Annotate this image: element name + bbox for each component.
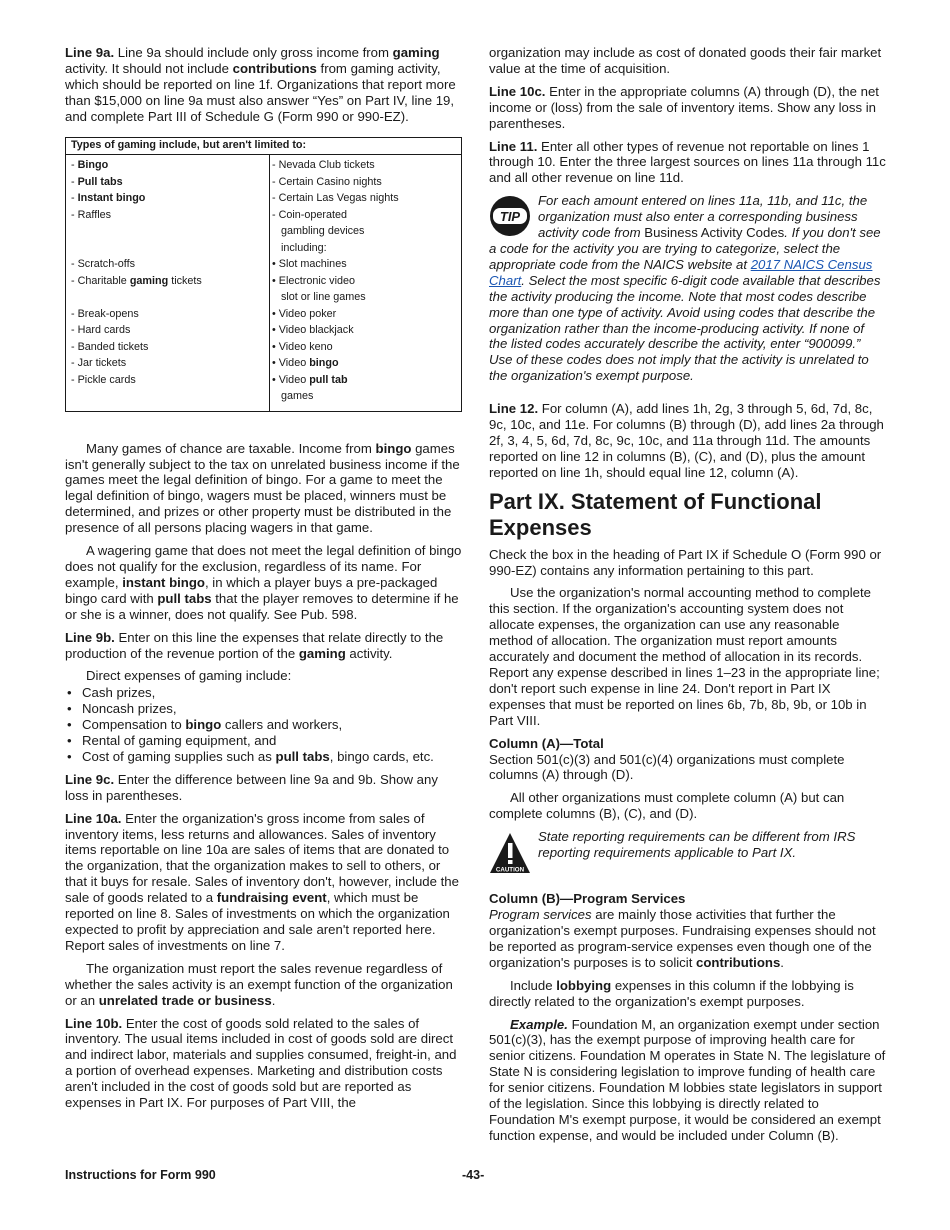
gaming-table-item: - Nevada Club tickets xyxy=(272,159,375,172)
tip-icon xyxy=(489,195,531,237)
gaming-table-col2 xyxy=(270,155,461,411)
gaming-table-col1 xyxy=(66,155,270,411)
gaming-table-item: • Slot machines xyxy=(272,258,347,271)
line-10a-paragraph: Line 10a. Enter the organization's gross income from sales of inventory items, less returns and allowances. Sales of inventory items reportable on line 10a are sales of items that are donated to the organization, that the organization makes to sell to others, or that it buys for resale. Sales of inventory don't, however, include the sale of goods related to a fundraising event, which must be reported on line 8. Sales of investments on which the organization expected to profit by appreciation and sale aren't reported here. Report sales of investments on line 7. xyxy=(65,810,459,953)
gaming-table-item: games xyxy=(281,390,314,403)
gaming-types-table xyxy=(65,137,462,412)
caution-text: State reporting requirements can be different from IRS reporting requirements applicable to Part IX. xyxy=(538,829,856,861)
footer-title: Instructions for Form 990 xyxy=(65,1168,216,1182)
continuation-paragraph: organization may include as cost of donated goods their fair market value at the time of acquisition. xyxy=(489,45,882,76)
page-number: -43- xyxy=(462,1168,485,1182)
list-item: • Cost of gaming supplies such as pull tabs, bingo cards, etc. xyxy=(65,749,462,765)
gaming-table-item: - Hard cards xyxy=(71,324,131,337)
caution-note xyxy=(489,829,886,874)
line-11-paragraph: Line 11. Enter all other types of revenue not reportable on lines 1 through 10. Enter the three largest sources on lines 11a through 11c and all other revenue on line 11d. xyxy=(489,138,886,186)
gaming-table-item: - Bingo xyxy=(71,159,109,172)
example-paragraph: Example. Foundation M, an organization exempt under section 501(c)(3), has the exempt purpose of improving health care for senior citizens. Foundation M operates in State N. The legislature of State N is considering legislation to improve funding of health care for senior citizens. Foundation M lobbies state legislators in support of the legislation. Since this lobbying is directly related to Foundation M's exempt purpose, it would be considered an exempt function expense, and would be included under Column (B). xyxy=(489,1016,886,1143)
wagering-game-paragraph: A wagering game that does not meet the legal definition of bingo does not qualify for the exclusion, regardless of its name. For example, instant bingo, in which a player buys a pre-packaged bingo card with pull tabs that the player removes to determine if he or she is a winner, does not qualify. See Pub. 598. xyxy=(65,543,462,622)
column-b-paragraph: Program services are mainly those activities that further the organization's exempt purposes. Fundraising expenses should not be reported as program-service expenses even though one of the organization's purposes is to solicit contributions. xyxy=(489,907,876,970)
gaming-table-item xyxy=(71,225,269,242)
line-9c-paragraph: Line 9c. Enter the difference between line 9a and 9b. Show any loss in parentheses. xyxy=(65,771,438,803)
column-b-heading: Column (B)—Program Services xyxy=(489,891,686,907)
gaming-table-item: - Raffles xyxy=(71,208,112,221)
gaming-table-item: - Instant bingo xyxy=(71,192,146,205)
gaming-table-item: - Certain Casino nights xyxy=(272,175,382,188)
check-box-paragraph: Check the box in the heading of Part IX if Schedule O (Form 990 or 990-EZ) contains any information pertaining to this part. xyxy=(489,546,882,578)
left-column xyxy=(65,45,462,1118)
gaming-table-item: • Video pull tab xyxy=(272,373,348,386)
gaming-table-item: • Video poker xyxy=(272,307,337,320)
accounting-method-paragraph: Use the organization's normal accounting method to complete this section. If the organization's accounting system does not allocate expenses, the organization can use any reasonable method of allocation. The organization must report amounts accurately and document the method of allocation in its records. Report any expense described in lines 1–23 in the appropriate line; don't report such expense in line 24. Don't report in Part IX expenses that must be reported on lines 6b, 7b, 8b, 9b, or 10b in Part VIII. xyxy=(489,585,880,728)
gaming-table-item: - Scratch-offs xyxy=(71,258,136,271)
line-9a-paragraph: Line 9a. Line 9a should include only gross income from gaming activity. It should not include contributions from gaming activity, which should be reported on line 1f. Organizations that report more than $15,000 on line 9a must also answer “Yes” on Part IV, line 19, and complete Part III of Schedule G (Form 990 or 990-EZ). xyxy=(65,45,456,124)
gaming-table-item xyxy=(71,242,269,259)
gaming-table-item: including: xyxy=(281,241,327,254)
gaming-table-item: • Video keno xyxy=(272,340,333,353)
tip-note: TIP For each amount entered on lines 11a, 11b, and 11c, the organization must also enter a corresponding business activity code from Business Activity Codes. If you don't see a code for the activity you are trying to categorize, select the appropriate code from the NAICS website at 2017 NAICS Census Chart. Select the most specific 6-digit code available that describes the activity producing the income. Note that most codes describe more than one type of activity. Avoid using codes that describe the organization rather than the income-producing activity. If none of the listed codes accurately describe the activity, enter “900099.” Use of these codes does not imply that the activity is unrelated to the organization's exempt purpose. xyxy=(489,193,881,384)
gaming-table-item: - Jar tickets xyxy=(71,357,127,370)
column-a-heading: Column (A)—Total xyxy=(489,735,604,751)
gaming-table-header: Types of gaming include, but aren't limited to: xyxy=(66,138,461,156)
gaming-table-item: • Video bingo xyxy=(272,357,339,370)
list-item: • Cash prizes, xyxy=(65,685,462,701)
gaming-table-item: - Pickle cards xyxy=(71,373,136,386)
line-9b-paragraph: Line 9b. Enter on this line the expenses that relate directly to the production of the revenue portion of the gaming activity. xyxy=(65,629,444,661)
tip-label: TIP xyxy=(499,209,521,225)
gaming-table-item: slot or line games xyxy=(281,291,366,304)
line-10b-paragraph: Line 10b. Enter the cost of goods sold related to the sales of inventory. The usual items included in cost of goods sold are direct and indirect labor, materials and supplies consumed, freight-in, and a portion of overhead expenses. Marketing and distribution costs aren't included in the cost of goods sold but are reported as expenses in Part IX. For purposes of Part VIII, the xyxy=(65,1015,457,1111)
column-a-text-1: Section 501(c)(3) and 501(c)(4) organizations must complete columns (A) through (D). xyxy=(489,751,845,783)
gaming-table-item: - Certain Las Vegas nights xyxy=(272,192,399,205)
line-10c-paragraph: Line 10c. Enter in the appropriate columns (A) through (D), the net income or (loss) from the sale of inventory items. Show any loss in parentheses. xyxy=(489,83,879,131)
caution-icon xyxy=(489,832,531,874)
line-12-paragraph: Line 12. For column (A), add lines 1h, 2g, 3 through 5, 6d, 7d, 8c, 9c, 10c, and 11e. For columns (B) through (D), add lines 2a through 2f, 3, 4, 5, 6d, 7d, 8c, 9c, 10c, and 11a through 11d. The amounts reported on line 12 in columns (B), (C), and (D), plus the amount reported on line 1h, should equal line 12, column (A). xyxy=(489,401,884,480)
part-ix-heading: Part IX. Statement of Functional Expenses xyxy=(489,488,822,540)
gaming-table-item: - Break-opens xyxy=(71,307,139,320)
gaming-table-item xyxy=(71,291,269,308)
list-item: • Noncash prizes, xyxy=(65,701,462,717)
naics-link[interactable]: 2017 NAICS Census Chart xyxy=(489,256,873,288)
gaming-table-item: • Video blackjack xyxy=(272,324,354,337)
right-column xyxy=(489,45,886,1151)
list-item: • Compensation to bingo callers and workers, xyxy=(65,717,462,733)
lobbying-paragraph: Include lobbying expenses in this column if the lobbying is directly related to the organization's exempt purposes. xyxy=(489,977,854,1009)
caution-label: CAUTION xyxy=(495,866,525,874)
gaming-table-item: - Banded tickets xyxy=(71,340,149,353)
gaming-table-item: - Coin-operated xyxy=(272,208,348,221)
direct-expenses-list xyxy=(65,685,462,765)
sales-revenue-paragraph: The organization must report the sales revenue regardless of whether the sales activity is an exempt function of the organization or an unrelated trade or business. xyxy=(65,960,453,1008)
column-a-text-2: All other organizations must complete column (A) but can complete columns (B), (C), and (D). xyxy=(489,790,845,822)
gaming-table-item: - Pull tabs xyxy=(71,175,123,188)
business-activity-codes-ref: Business Activity Codes xyxy=(644,225,785,241)
games-of-chance-paragraph: Many games of chance are taxable. Income from bingo games isn't generally subject to the tax on unrelated business income if the games meet the legal definition of bingo. For a game to meet the legal definition of bingo, wagers must be placed, winners must be determined, and prizes or other property must be distributed in the presence of all persons placing wagers in that game. xyxy=(65,440,460,536)
list-item: • Rental of gaming equipment, and xyxy=(65,733,462,749)
direct-expenses-intro: Direct expenses of gaming include: xyxy=(86,668,292,684)
gaming-table-item: - Charitable gaming tickets xyxy=(71,274,202,287)
gaming-table-item: gambling devices xyxy=(281,225,365,238)
gaming-table-item: • Electronic video xyxy=(272,274,355,287)
